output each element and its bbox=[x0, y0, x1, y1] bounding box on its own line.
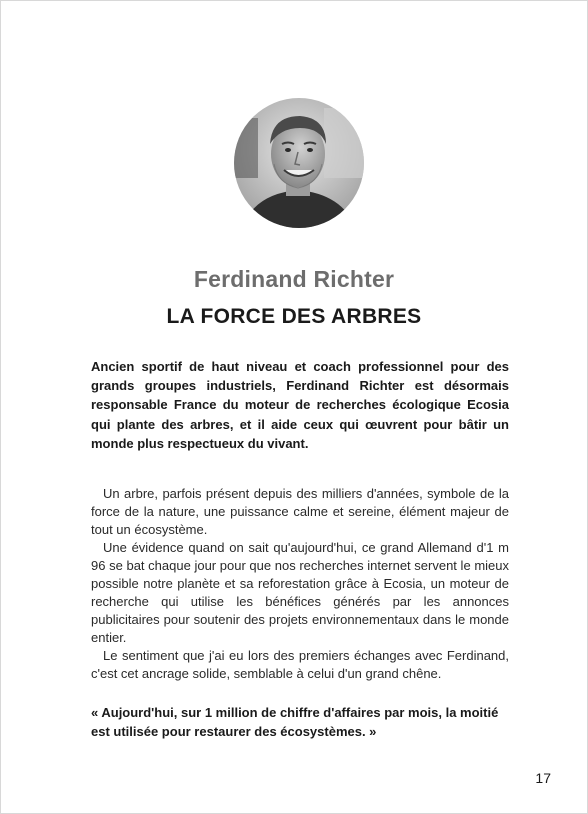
article-title: LA FORCE DES ARBRES bbox=[166, 305, 422, 328]
person-name: Ferdinand Richter bbox=[193, 266, 395, 292]
page-number: 17 bbox=[535, 770, 551, 786]
pull-quote: « Aujourd'hui, sur 1 million de chiffre d'affaires par mois, la moitié est utilisée pour restaurer des écosystèmes. » bbox=[91, 705, 499, 739]
body-paragraph: Une évidence quand on sait qu'aujourd'hui, ce grand Allemand d'1 m 96 se bat chaque jour pour que nos recherches internet servent le mieux possible notre planète et sa reforestation grâce à Ecosia, un moteur de recherche qui utilise les bénéfices générés par les annonces publicitaires pour soutenir des projets environnementaux dans le monde entier. bbox=[91, 540, 509, 645]
author-portrait bbox=[234, 98, 364, 228]
person-portrait-icon bbox=[234, 98, 364, 228]
body-paragraph: Un arbre, parfois présent depuis des milliers d'années, symbole de la force de la nature, une puissance calme et sereine, élément majeur de tout un écosystème. bbox=[91, 486, 509, 537]
body-paragraph: Le sentiment que j'ai eu lors des premiers échanges avec Ferdinand, c'est cet ancrage solide, semblable à celui d'un grand chêne. bbox=[91, 648, 509, 681]
intro-paragraph: Ancien sportif de haut niveau et coach professionnel pour des grands groupes industriels, Ferdinand Richter est désormais responsable France du moteur de recherches écologique Ecosia qui plante des arbres, et il aide ceux qui œuvrent pour bâtir un monde plus respectueux du vivant. bbox=[91, 359, 509, 451]
body-text bbox=[91, 485, 509, 683]
